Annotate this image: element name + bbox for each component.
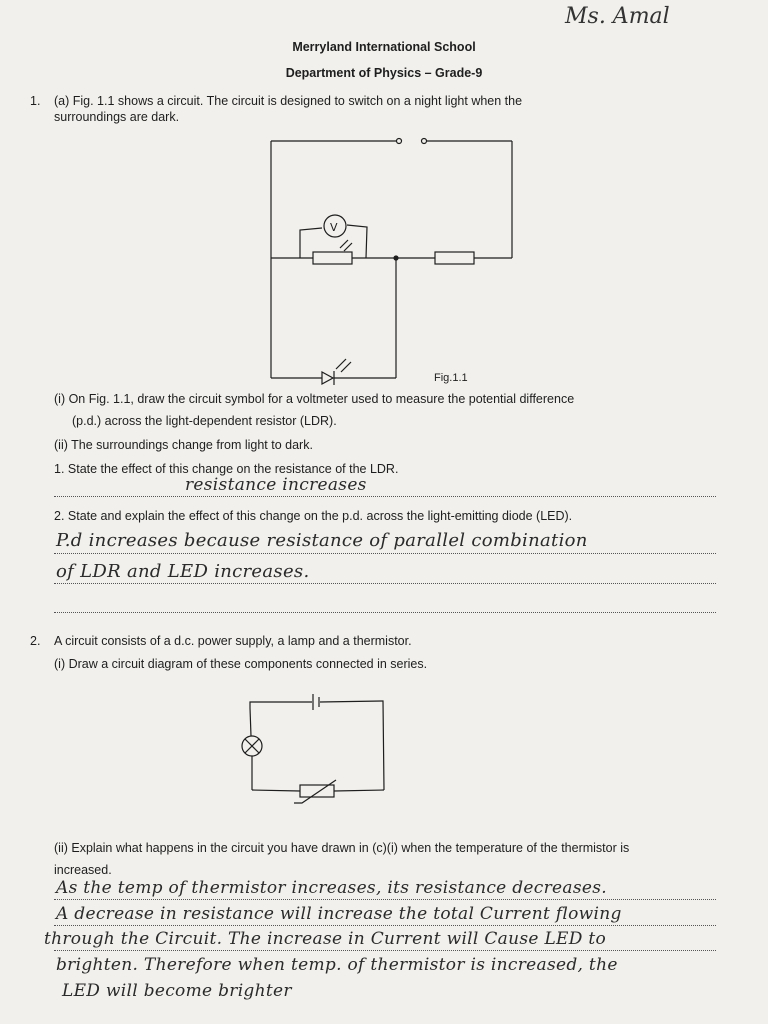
- voltmeter-symbol-v: V: [330, 221, 338, 234]
- q1-part-i-line1: (i) On Fig. 1.1, draw the circuit symbol for a voltmeter used to measure the potential difference: [54, 392, 575, 406]
- answer3-handwriting-line5: LED will become brighter: [62, 981, 292, 1001]
- q1-sub2: 2. State and explain the effect of this change on the p.d. across the light-emitting diode (LED).: [54, 509, 573, 523]
- q1-number: 1.: [30, 94, 41, 108]
- answer2-handwriting-line2: of LDR and LED increases.: [56, 561, 310, 582]
- department-title: Department of Physics – Grade-9: [285, 66, 483, 80]
- q2-intro: A circuit consists of a d.c. power supply, a lamp and a thermistor.: [54, 634, 412, 648]
- answer3-handwriting-line1: As the temp of thermistor increases, its resistance decreases.: [56, 878, 607, 898]
- q2-part-ii-line1: (ii) Explain what happens in the circuit you have drawn in (c)(i) when the temperature of the thermistor is: [54, 841, 630, 855]
- q2-number: 2.: [30, 634, 41, 648]
- school-name: Merryland International School: [292, 40, 476, 54]
- answer1-handwriting: resistance increases: [185, 475, 367, 495]
- q1-part-ii: (ii) The surroundings change from light to dark.: [54, 438, 313, 452]
- q1-sub1: 1. State the effect of this change on the resistance of the LDR.: [54, 462, 399, 476]
- teacher-signature: Ms. Amal: [565, 4, 670, 29]
- answer3-line3: [54, 950, 716, 951]
- q2-part-i: (i) Draw a circuit diagram of these components connected in series.: [54, 657, 428, 671]
- q1-intro-line1: (a) Fig. 1.1 shows a circuit. The circuit is designed to switch on a night light when the: [54, 94, 523, 108]
- answer3-line1: [54, 899, 716, 900]
- q2-part-ii-line2: increased.: [54, 863, 112, 877]
- q1-intro-line2: surroundings are dark.: [54, 110, 180, 124]
- answer3-line2: [54, 925, 716, 926]
- answer3-handwriting-line2: A decrease in resistance will increase the total Current flowing: [56, 904, 622, 924]
- answer2-handwriting-line1: P.d increases because resistance of parallel combination: [56, 530, 588, 551]
- fig-label: Fig.1.1: [434, 372, 468, 384]
- answer3-handwriting-line4: brighten. Therefore when temp. of thermistor is increased, the: [56, 955, 618, 975]
- q1-part-i-line2: (p.d.) across the light-dependent resistor (LDR).: [72, 414, 337, 428]
- answer3-handwriting-line3: through the Circuit. The increase in Current will Cause LED to: [44, 929, 607, 949]
